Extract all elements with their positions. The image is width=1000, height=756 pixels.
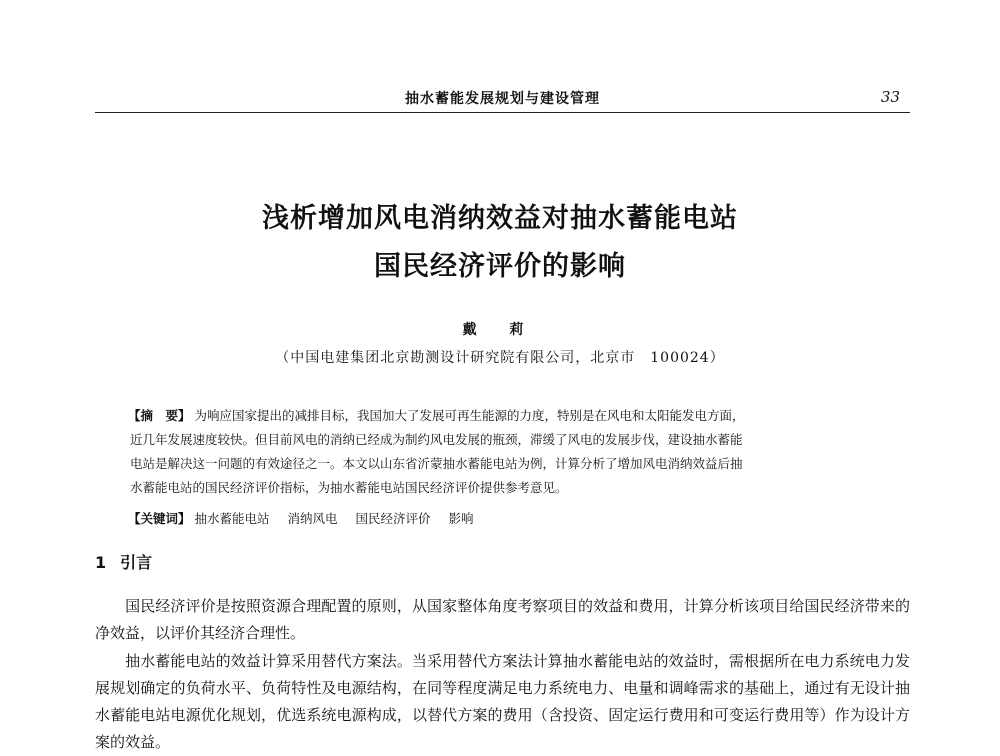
- keyword: 抽水蓄能电站: [194, 511, 270, 526]
- page-number: 33: [880, 88, 900, 106]
- running-title: 抽水蓄能发展规划与建设管理: [405, 91, 600, 107]
- keyword: 消纳风电: [287, 511, 338, 526]
- abstract-line: 水蓄能电站的国民经济评价指标，为抽水蓄能电站国民经济评价提供参考意见。: [130, 480, 568, 495]
- running-header: [95, 88, 910, 113]
- article-title-line-2: 国民经济评价的影响: [374, 251, 626, 282]
- keyword: 影响: [448, 511, 474, 526]
- affiliation: （中国电建集团北京勘测设计研究院有限公司，北京市 100024）: [275, 350, 725, 366]
- section-heading: [95, 550, 152, 573]
- keyword: 国民经济评价: [355, 511, 431, 526]
- abstract-line: 近几年发展速度较快。但目前风电的消纳已经成为制约风电发展的瓶颈，滞缓了风电的发展步伐，建设抽水蓄能: [130, 432, 743, 447]
- author: 戴 莉: [462, 322, 538, 338]
- paragraph-text: 国民经济评价是按照资源合理配置的原则，从国家整体角度考察项目的效益和费用，计算分析该项目给国民经济带来的净效益，以评价其经济合理性。: [95, 597, 910, 642]
- keywords-label: 【关键词】: [128, 511, 191, 526]
- article-title-line-1: 浅析增加风电消纳效益对抽水蓄能电站: [262, 203, 738, 234]
- keywords: [128, 509, 488, 527]
- paragraph-text: 抽水蓄能电站的效益计算采用替代方案法。当采用替代方案法计算抽水蓄能电站的效益时，需根据所在电力系统电力发展规划确定的负荷水平、负荷特性及电源结构，在同等程度满足电力系统电力、电量和调峰需求的基础上，通过有无设计抽水蓄能电站电源优化规划，优选系统电源构成，以替代方案的费用（含投资、固定运行费用和可变运行费用等）作为设计方案的效益。: [95, 652, 910, 751]
- abstract-line: 电站是解决这一问题的有效途径之一。本文以山东省沂蒙抽水蓄能电站为例，计算分析了增加风电消纳效益后抽: [130, 456, 743, 471]
- abstract: [128, 404, 888, 500]
- abstract-label: 【摘 要】: [128, 408, 191, 423]
- section-number: 1: [95, 553, 107, 572]
- paragraph: [95, 648, 910, 756]
- paragraph: [95, 593, 910, 647]
- abstract-line: [128, 404, 888, 428]
- section-title: 引言: [120, 553, 153, 572]
- abstract-text: 为响应国家提出的减排目标，我国加大了发展可再生能源的力度，特别是在风电和太阳能发电方面，: [194, 408, 745, 423]
